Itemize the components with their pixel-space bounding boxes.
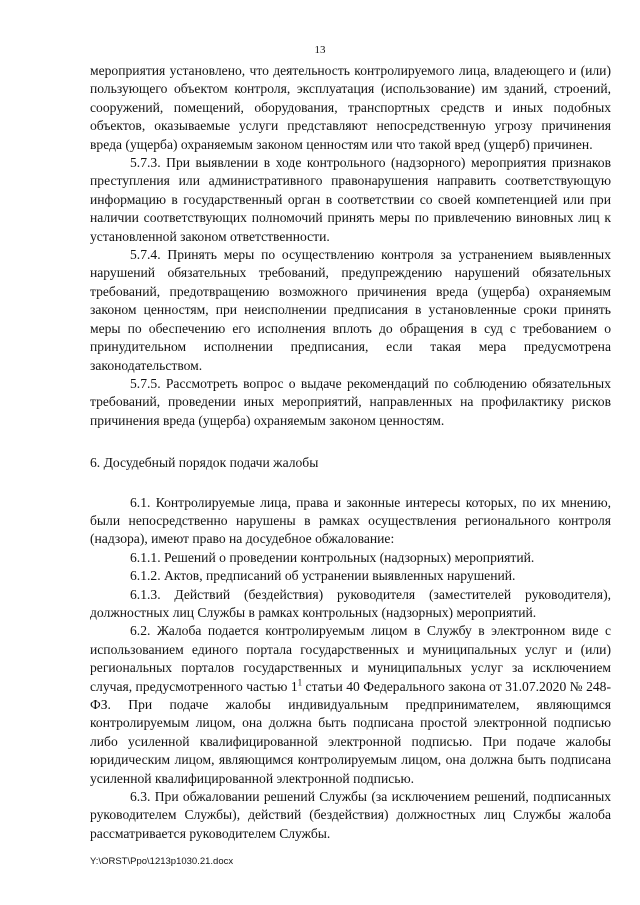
page-number: 13 xyxy=(314,44,326,56)
paragraph-6-1-3: 6.1.3. Действий (бездействия) руководителя (заместителей руководителя), должностных лиц Службы в рамках контрольных (надзорных) мероприятий. xyxy=(90,586,611,620)
paragraph-6-2 xyxy=(90,622,611,788)
paragraph-5-7-5: 5.7.5. Рассмотреть вопрос о выдаче рекомендаций по соблюдению обязательных требований, проведении иных мероприятий, направленных на профилактику рисков причинения вреда (ущерба) охраняемым законом ценностям. xyxy=(90,375,611,428)
footnote-superscript: 1 xyxy=(297,677,303,688)
document-body xyxy=(90,62,611,843)
footer-file-path: Y:\ORST\Ppo\1213p1030.21.docx xyxy=(90,856,234,867)
paragraph-6-2-text-start: 6.2. Жалоба подается контролируемым лицом в Службу в электронном виде с использованием единого портала государственных и муниципальных услуг и (или) региональных порталов государственных и муниципальных услуг за исключением случая, предусмотренного частью 1 xyxy=(90,623,611,694)
section-heading: 6. Досудебный порядок подачи жалобы xyxy=(90,455,319,471)
paragraph-6-1-2: 6.1.2. Актов, предписаний об устранении выявленных нарушений. xyxy=(130,568,516,584)
paragraph-6-2-text-end: статьи 40 Федерального закона от 31.07.2020 № 248-ФЗ. При подаче жалобы индивидуальным предпринимателем, являющимся контролируемым лицом, она должна быть подписана простой электронной подписью либо усиленной квалифицированной электронной подписью. При подаче жалобы юридическим лицом, являющимся контролируемым лицом, она должна быть подписана усиленной квалифицированной электронной подписью. xyxy=(90,678,611,786)
paragraph-continuation: мероприятия установлено, что деятельность контролируемого лица, владеющего и (или) пользующего объектом контроля, эксплуатация (использование) им зданий, строений, сооружений, помещений, оборудования, транспортных средств и иных подобных объектов, оказываемые услуги представляют непосредственную угрозу причинения вреда (ущерба) охраняемым законом ценностям или что такой вред (ущерб) причинен. xyxy=(90,63,611,152)
paragraph-6-1-1: 6.1.1. Решений о проведении контрольных (надзорных) мероприятий. xyxy=(130,549,535,565)
paragraph-5-7-3: 5.7.3. При выявлении в ходе контрольного (надзорного) мероприятия признаков преступления или административного правонарушения направить соответствующую информацию в государственный орган в соответствии со своей компетенцией или при наличии соответствующих полномочий принять меры по привлечению виновных лиц к установленной законом ответственности. xyxy=(90,155,611,244)
paragraph-6-3: 6.3. При обжаловании решений Службы (за исключением решений, подписанных руководителем Службы), действий (бездействия) должностных лиц Службы жалоба рассматривается руководителем Службы. xyxy=(90,789,611,841)
paragraph-6-1: 6.1. Контролируемые лица, права и законные интересы которых, по их мнению, были непосредственно нарушены в рамках осуществления регионального контроля (надзора), имеют право на досудебное обжалование: xyxy=(90,494,611,547)
paragraph-5-7-4: 5.7.4. Принять меры по осуществлению контроля за устранением выявленных нарушений обязательных требований, предупреждению нарушений обязательных требований, предотвращению возможного причинения вреда (ущерба) охраняемым законом ценностям, при неисполнении предписания в установленные сроки принять меры по обеспечению его исполнения вплоть до обращения в суд с требованием о принудительном исполнении предписания, если такая мера предусмотрена законодательством. xyxy=(90,247,611,373)
